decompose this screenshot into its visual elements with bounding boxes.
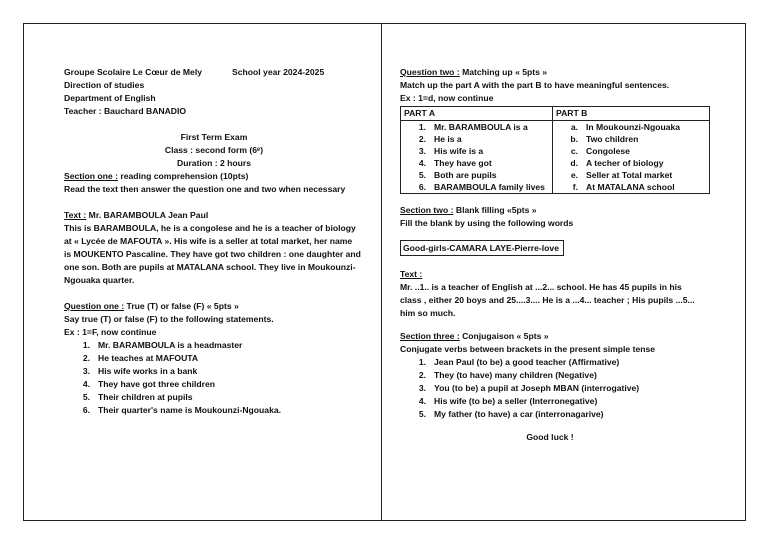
text-line: Ngouaka quarter. [64, 275, 135, 285]
list-item: 6. Their quarter's name is Moukounzi-Ngouaka. [82, 405, 282, 415]
question-one-list [64, 339, 364, 417]
question-one-example: Ex : 1=F, now continue [64, 327, 157, 337]
text-line: This is BARAMBOULA, he is a congolese and he is a teacher of biology [64, 223, 356, 233]
part-a-item: 6. BARAMBOULA family lives [418, 182, 545, 192]
list-item: 5. Their children at pupils [82, 392, 193, 402]
blank-text-line: Mr. ..1.. is a teacher of English at ...2... school. He has 45 pupils in his [400, 282, 682, 292]
list-item: 1. Mr. BARAMBOULA is a headmaster [82, 340, 243, 350]
question-two-instruction: Match up the part A with the part B to have meaningful sentences. [400, 80, 670, 90]
blank-text-line: him so much. [400, 308, 456, 318]
part-a-item: 2. He is a [418, 134, 462, 144]
header-school-row [64, 66, 364, 79]
word-bank-box: Good-girls-CAMARA LAYE-Pierre-love [400, 240, 564, 256]
section-two-heading [400, 204, 720, 217]
section-two-title: Blank filling «5pts » [453, 205, 537, 215]
blank-text-line: class , either 20 boys and 25....3.... He is a ...4... teacher ; His pupils ...5... [400, 295, 695, 305]
list-item: 4. They have got three children [82, 379, 215, 389]
part-b-item: d. A techer of biology [570, 158, 664, 168]
blank-text-label: Text : [400, 269, 423, 279]
left-column [64, 66, 364, 417]
school-year: School year 2024-2025 [232, 67, 325, 77]
part-b-item: c. Congolese [570, 146, 630, 156]
text-line: at « Lycée de MAFOUTA ». His wife is a seller at total market, her name [64, 236, 353, 246]
part-a-item: 1. Mr. BARAMBOULA is a [418, 122, 528, 132]
question-one-instruction: Say true (T) or false (F) to the following statements. [64, 314, 274, 324]
list-item: 3. You (to be) a pupil at Joseph MBAN (interrogative) [418, 383, 640, 393]
section-three-heading [400, 330, 720, 343]
section-three-label: Section three : [400, 331, 460, 341]
section-three-instruction: Conjugate verbs between brackets in the present simple tense [400, 344, 656, 354]
part-b-item: f. At MATALANA school [572, 182, 675, 192]
part-b-item: b. Two children [570, 134, 639, 144]
section-three-title: Conjugaison « 5pts » [459, 331, 549, 341]
text-line: is MOUKENTO Pascaline. They have got two children : one daughter and [64, 249, 361, 259]
section-one-instruction: Read the text then answer the question one and two when necessary [64, 184, 346, 194]
closing-text: Good luck ! [526, 432, 574, 442]
text-title: Mr. BARAMBOULA Jean Paul [86, 210, 209, 220]
question-two-label: Question two : [400, 67, 460, 77]
part-b-header: PART B [553, 107, 710, 121]
list-item: 5. My father (to have) a car (interronagarive) [418, 409, 604, 419]
list-item: 4. His wife (to be) a seller (Interronegative) [418, 396, 598, 406]
question-one-heading [64, 300, 364, 313]
part-a-item: 5. Both are pupils [418, 170, 497, 180]
part-b-cell [553, 121, 710, 194]
department: Department of English [64, 93, 156, 103]
part-a-item: 4. They have got [418, 158, 492, 168]
list-item: 2. He teaches at MAFOUTA [82, 353, 199, 363]
exam-title: First Term Exam [180, 132, 248, 142]
part-b-item: a. In Moukounzi-Ngouaka [570, 122, 681, 132]
right-column [400, 66, 720, 444]
question-two-heading [400, 66, 720, 79]
question-two-example: Ex : 1=d, now continue [400, 93, 494, 103]
section-two-label: Section two : [400, 205, 454, 215]
section-two-instruction: Fill the blank by using the following words [400, 218, 574, 228]
part-a-cell [401, 121, 553, 194]
text-heading [64, 209, 364, 222]
matching-table [400, 106, 710, 194]
question-two-title: Matching up « 5pts » [459, 67, 548, 77]
text-line: one son. Both are pupils at MATALANA school. They live in Moukounzi- [64, 262, 356, 272]
school-name: Groupe Scolaire Le Cœur de Mely [64, 67, 203, 77]
question-one-title: True (T) or false (F) « 5pts » [124, 301, 239, 311]
section-one-label: Section one : [64, 171, 118, 181]
section-one-heading [64, 170, 364, 183]
part-a-header: PART A [401, 107, 553, 121]
column-divider [381, 23, 382, 521]
section-one-title: reading comprehension (10pts) [117, 171, 249, 181]
direction: Direction of studies [64, 80, 145, 90]
list-item: 2. They (to have) many children (Negative) [418, 370, 597, 380]
list-item: 1. Jean Paul (to be) a good teacher (Affirmative) [418, 357, 620, 367]
part-b-item: e. Seller at Total market [570, 170, 673, 180]
list-item: 3. His wife works in a bank [82, 366, 198, 376]
exam-class: Class : second form (6ᵉ) [164, 145, 264, 155]
exam-duration: Duration : 2 hours [176, 158, 251, 168]
teacher: Teacher : Bauchard BANADIO [64, 106, 187, 116]
section-three-list [400, 356, 720, 421]
text-label: Text : [64, 210, 87, 220]
question-one-label: Question one : [64, 301, 125, 311]
part-a-item: 3. His wife is a [418, 146, 484, 156]
